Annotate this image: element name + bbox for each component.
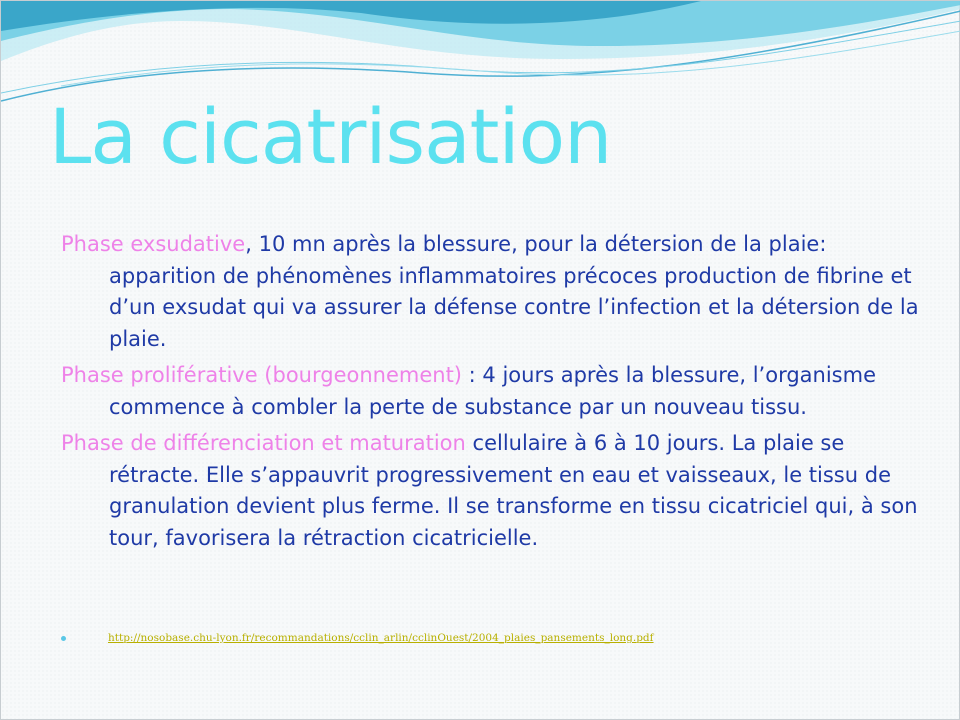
phase-text: cellulaire à 6 à 10 jours. La plaie se rétracte. Elle s’appauvrit progressivement en eau et vaisseaux, le tissu de granulation devient plus ferme. Il se transforme en tissu cicatriciel qui, à son tour, favorisera la rétraction cicatricielle.	[109, 431, 918, 550]
bullet-icon	[61, 636, 66, 641]
paragraph-phase-exsudative	[61, 229, 921, 355]
source-link[interactable]: http://nosobase.chu-lyon.fr/recommandations/cclin_arlin/cclinOuest/2004_plaies_pansements_long.pdf	[108, 632, 654, 644]
phase-text: , 10 mn après la blessure, pour la détersion de la plaie: apparition de phénomènes inflammatoires précoces production de fibrine et d’un exsudat qui va assurer la défense contre l’infection et la détersion de la plaie.	[109, 232, 919, 351]
phase-heading: Phase proliférative (bourgeonnement)	[61, 363, 462, 387]
paragraph-phase-proliferative	[61, 360, 921, 423]
phase-text: : 4 jours après la blessure, l’organisme commence à combler la perte de substance par un nouveau tissu.	[109, 363, 876, 419]
slide-body	[61, 229, 921, 559]
paragraph-phase-differenciation	[61, 428, 921, 554]
phase-heading: Phase exsudative	[61, 232, 246, 256]
phase-heading: Phase de différenciation et maturation	[61, 431, 466, 455]
slide-title: La cicatrisation	[49, 92, 612, 181]
